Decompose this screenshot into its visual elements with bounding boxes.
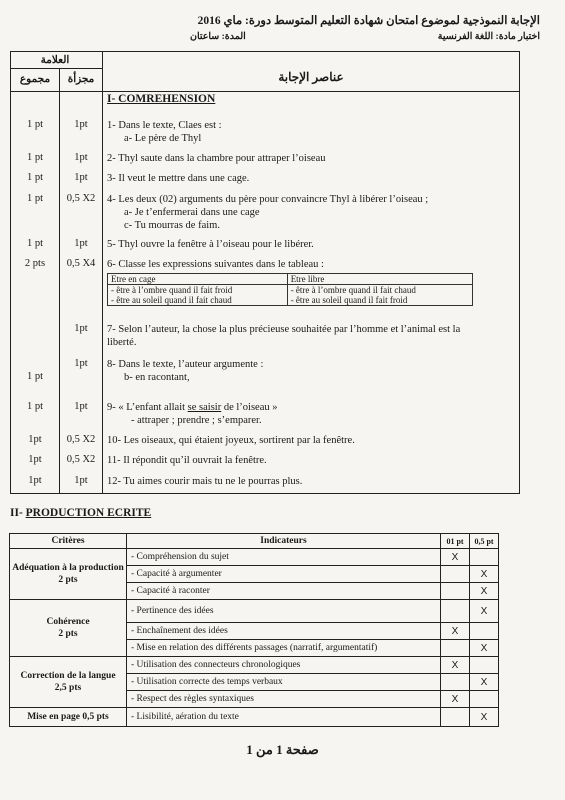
answer-line: c- Tu mourras de faim. xyxy=(124,220,220,231)
partial-mark: 1pt xyxy=(74,172,88,183)
indicator: - Lisibilité, aération du texte xyxy=(127,708,441,727)
classify-line: - être au soleil quand il fait froid xyxy=(290,295,408,305)
answer-text xyxy=(107,119,517,145)
check-mark xyxy=(470,657,499,674)
answer-line: 11- Il répondit qu’il ouvrait la fenêtre. xyxy=(107,455,267,466)
answer-line: 4- Les deux (02) arguments du père pour convaincre Thyl à libérer l’oiseau ; xyxy=(107,194,429,205)
total-column-header: مجموع xyxy=(19,74,51,85)
answer-line xyxy=(107,401,517,414)
classify-line: - être à l’ombre quand il fait chaud xyxy=(290,285,416,295)
exam-subject: اختبار مادة: اللغة الفرنسية xyxy=(437,32,540,42)
check-mark xyxy=(441,708,470,727)
classify-cell xyxy=(287,285,472,306)
criterion-name: Correction de la langue xyxy=(20,671,116,681)
partial-mark: 0,5 X2 xyxy=(66,434,96,445)
section-title-text: PRODUCTION ECRITE xyxy=(25,507,152,519)
check-mark xyxy=(441,566,470,583)
classify-line: - être au soleil quand il fait chaud xyxy=(111,295,232,305)
check-mark xyxy=(470,623,499,640)
criterion-points: 2 pts xyxy=(58,575,78,585)
indicator: - Compréhension du sujet xyxy=(127,549,441,566)
exam-duration: المدة: ساعتان xyxy=(190,32,246,42)
classify-table xyxy=(107,273,473,306)
total-mark: 2 pts xyxy=(24,258,46,269)
indicator: - Pertinence des idées xyxy=(127,600,441,623)
criterion-cell xyxy=(10,708,127,727)
partial-mark: 1pt xyxy=(74,152,88,163)
answer-text xyxy=(107,172,517,185)
answer-text xyxy=(107,454,517,467)
criterion-name: Cohérence xyxy=(46,617,90,627)
answer-text xyxy=(107,238,517,251)
check-mark: X xyxy=(441,657,470,674)
criterion-cell xyxy=(10,600,127,657)
check-mark: X xyxy=(470,566,499,583)
check-mark: X xyxy=(470,600,499,623)
total-mark: 1 pt xyxy=(26,152,44,163)
answer-line: 7- Selon l’auteur, la chose la plus précieuse souhaitée par l’homme et l’animal est la xyxy=(107,324,461,335)
partial-mark: 1pt xyxy=(74,475,88,486)
answer-text xyxy=(107,358,517,384)
page-number: صفحة 1 من 1 xyxy=(246,742,319,757)
partial-mark: 0,5 X2 xyxy=(66,454,96,465)
partial-mark: 1pt xyxy=(74,401,88,412)
indicator: - Mise en relation des différents passages (narratif, argumentatif) xyxy=(127,640,441,657)
indicator: - Utilisation correcte des temps verbaux xyxy=(127,674,441,691)
total-mark: 1 pt xyxy=(26,172,44,183)
answer-text xyxy=(107,258,517,306)
check-mark xyxy=(470,691,499,708)
answer-line: 10- Les oiseaux, qui étaient joyeux, sortirent par la fenêtre. xyxy=(107,435,355,446)
partial-mark: 0,5 X4 xyxy=(66,258,96,269)
check-mark: X xyxy=(470,583,499,600)
check-mark xyxy=(441,674,470,691)
answer-text xyxy=(107,475,517,488)
partial-mark: 1pt xyxy=(74,323,88,334)
classify-line: - être à l’ombre quand il fait froid xyxy=(111,285,233,295)
check-mark: X xyxy=(441,623,470,640)
half-point-header: 0,5 pt xyxy=(470,534,499,549)
answer-line: 2- Thyl saute dans la chambre pour attraper l’oiseau xyxy=(107,153,326,164)
indicator: - Respect des règles syntaxiques xyxy=(127,691,441,708)
check-mark xyxy=(470,549,499,566)
answer-text xyxy=(107,434,517,447)
check-mark xyxy=(441,600,470,623)
answer-line: 6- Classe les expressions suivantes dans le tableau : xyxy=(107,259,324,270)
answer-text xyxy=(107,193,517,232)
check-mark: X xyxy=(470,708,499,727)
answer-line: a- Je t’enfermerai dans une cage xyxy=(124,207,260,218)
indicator: - Capacité à raconter xyxy=(127,583,441,600)
answer-line: 3- Il veut le mettre dans une cage. xyxy=(107,173,250,184)
criterion-name: Mise en page 0,5 pts xyxy=(27,712,109,722)
answer-fragment: de l’oiseau » xyxy=(221,402,278,413)
answer-line: 1- Dans le texte, Claes est : xyxy=(107,120,222,131)
classify-header: Etre libre xyxy=(287,274,472,285)
answer-text xyxy=(107,323,517,349)
answer-line: b- en racontant, xyxy=(124,372,190,383)
grading-row xyxy=(10,708,499,727)
answers-column-header: عناصر الإجابة xyxy=(278,70,344,84)
answer-line: a- Le père de Thyl xyxy=(124,133,202,144)
indicators-header: Indicateurs xyxy=(127,534,441,549)
section-comprehension-title: I- COMREHENSION xyxy=(107,93,216,105)
answer-text xyxy=(107,401,517,427)
comprehension-frame xyxy=(10,51,520,494)
check-mark xyxy=(441,640,470,657)
answer-line: 8- Dans le texte, l’auteur argumente : xyxy=(107,359,264,370)
total-mark: 1pt xyxy=(28,454,42,465)
answer-line: - attraper ; prendre ; s’emparer. xyxy=(131,415,262,426)
check-mark: X xyxy=(470,674,499,691)
answer-text xyxy=(107,152,517,165)
criterion-cell xyxy=(10,657,127,708)
criterion-cell xyxy=(10,549,127,600)
production-grading-table xyxy=(9,533,499,727)
check-mark xyxy=(441,583,470,600)
total-mark: 1pt xyxy=(28,475,42,486)
grading-row xyxy=(10,657,499,674)
answer-line: 12- Tu aimes courir mais tu ne le pourras plus. xyxy=(107,476,303,487)
check-mark: X xyxy=(441,691,470,708)
classify-cell xyxy=(108,285,288,306)
answer-fragment: 9- « L’enfant allait xyxy=(107,402,188,413)
partial-mark: 1pt xyxy=(74,358,88,369)
total-mark: 1 pt xyxy=(26,371,44,382)
criterion-points: 2,5 pts xyxy=(54,683,82,693)
grading-row xyxy=(10,600,499,623)
answer-line: 5- Thyl ouvre la fenêtre à l’oiseau pour le libérer. xyxy=(107,239,314,250)
underlined-expression: se saisir xyxy=(187,402,222,413)
check-mark: X xyxy=(441,549,470,566)
partial-column-header: مجزأة xyxy=(67,74,95,85)
grading-row xyxy=(10,549,499,566)
section-production-title xyxy=(10,507,151,519)
mark-column-title: العلامة xyxy=(40,55,70,66)
indicator: - Utilisation des connecteurs chronologiques xyxy=(127,657,441,674)
total-mark: 1pt xyxy=(28,434,42,445)
section-number: II- xyxy=(10,507,26,519)
one-point-header: 01 pt xyxy=(441,534,470,549)
classify-header: Etre en cage xyxy=(108,274,288,285)
answer-line: liberté. xyxy=(107,337,137,348)
exam-header-title: الإجابة النموذجية لموضوع امتحان شهادة التعليم المتوسط دورة: ماي 2016 xyxy=(197,15,540,27)
partial-mark: 0,5 X2 xyxy=(66,193,96,204)
partial-mark: 1pt xyxy=(74,119,88,130)
partial-mark: 1pt xyxy=(74,238,88,249)
total-mark: 1 pt xyxy=(26,119,44,130)
total-mark: 1 pt xyxy=(26,401,44,412)
total-mark: 1 pt xyxy=(26,193,44,204)
indicator: - Enchaînement des idées xyxy=(127,623,441,640)
criteria-header: Critères xyxy=(10,534,127,549)
check-mark: X xyxy=(470,640,499,657)
indicator: - Capacité à argumenter xyxy=(127,566,441,583)
criterion-name: Adéquation à la production xyxy=(12,563,124,573)
criterion-points: 2 pts xyxy=(58,629,78,639)
total-mark: 1 pt xyxy=(26,238,44,249)
